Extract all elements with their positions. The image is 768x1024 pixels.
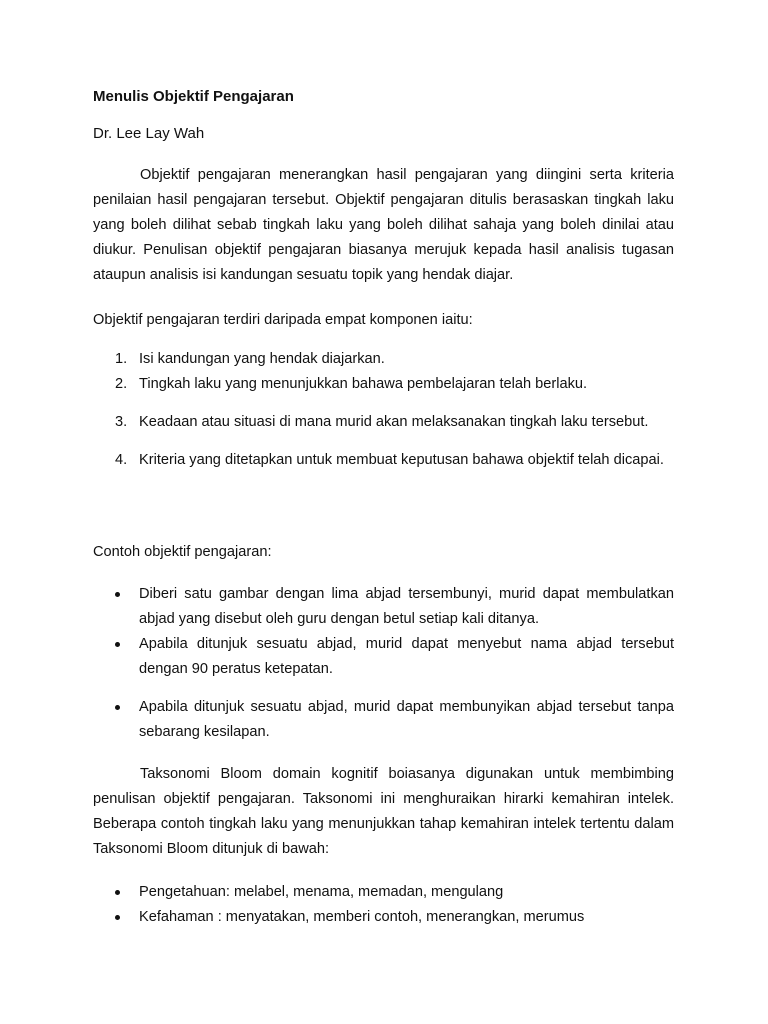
list-item (93, 632, 674, 682)
examples-intro: Contoh objektif pengajaran: (93, 544, 272, 560)
author-name: Dr. Lee Lay Wah (93, 125, 205, 142)
bullet-icon (115, 915, 120, 920)
list-item-text: Tingkah laku yang menunjukkan bahawa pembelajaran telah berlaku. (139, 376, 588, 392)
list-number: 4. (115, 452, 128, 468)
list-item (93, 372, 674, 397)
bullet-icon (115, 705, 120, 710)
bullet-icon (115, 592, 120, 597)
list-item-text: Apabila ditunjuk sesuatu abjad, murid dapat membunyikan abjad tersebut tanpa sebarang kesilapan. (139, 699, 674, 740)
list-item-text: Apabila ditunjuk sesuatu abjad, murid dapat menyebut nama abjad tersebut dengan 90 peratus ketepatan. (139, 636, 674, 677)
list-item-text: Pengetahuan: melabel, menama, memadan, mengulang (139, 884, 504, 900)
list-item (93, 880, 674, 905)
list-number: 3. (115, 414, 128, 430)
list-item-text: Keadaan atau situasi di mana murid akan melaksanakan tingkah laku tersebut. (139, 414, 649, 430)
document-title: Menulis Objektif Pengajaran (93, 88, 294, 105)
list-item (93, 448, 674, 473)
list-item (93, 347, 674, 372)
components-list (93, 347, 674, 473)
intro-paragraph: Objektif pengajaran menerangkan hasil pengajaran yang diingini serta kriteria penilaian hasil pengajaran tersebut. Objektif pengajaran ditulis berasaskan tingkah laku yang boleh dilihat sebab tingkah laku yang boleh dilihat sahaja yang boleh dinilai atau diukur. Penulisan objektif pengajaran biasanya merujuk kepada hasil analisis tugasan ataupun analisis isi kandungan sesuatu topik yang hendak diajar. (93, 167, 674, 283)
list-item-text: Kefahaman : menyatakan, memberi contoh, menerangkan, merumus (139, 909, 585, 925)
examples-list (93, 582, 674, 745)
list-item-text: Diberi satu gambar dengan lima abjad tersembunyi, murid dapat membulatkan abjad yang disebut oleh guru dengan betul setiap kali ditanya. (139, 586, 674, 627)
bloom-list (93, 880, 674, 930)
components-intro: Objektif pengajaran terdiri daripada empat komponen iaitu: (93, 312, 473, 328)
list-item (93, 410, 674, 435)
list-item-text: Kriteria yang ditetapkan untuk membuat keputusan bahawa objektif telah dicapai. (139, 452, 664, 468)
bullet-icon (115, 642, 120, 647)
list-item (93, 582, 674, 632)
list-item (93, 695, 674, 745)
list-number: 1. (115, 351, 128, 367)
list-item (93, 905, 674, 930)
list-item-text: Isi kandungan yang hendak diajarkan. (139, 351, 385, 367)
list-number: 2. (115, 376, 128, 392)
bloom-paragraph: Taksonomi Bloom domain kognitif boiasanya digunakan untuk membimbing penulisan objektif pengajaran. Taksonomi ini menghuraikan hirarki kemahiran intelek. Beberapa contoh tingkah laku yang menunjukkan tahap kemahiran intelek tertentu dalam Taksonomi Bloom ditunjuk di bawah: (93, 766, 674, 857)
bullet-icon (115, 890, 120, 895)
